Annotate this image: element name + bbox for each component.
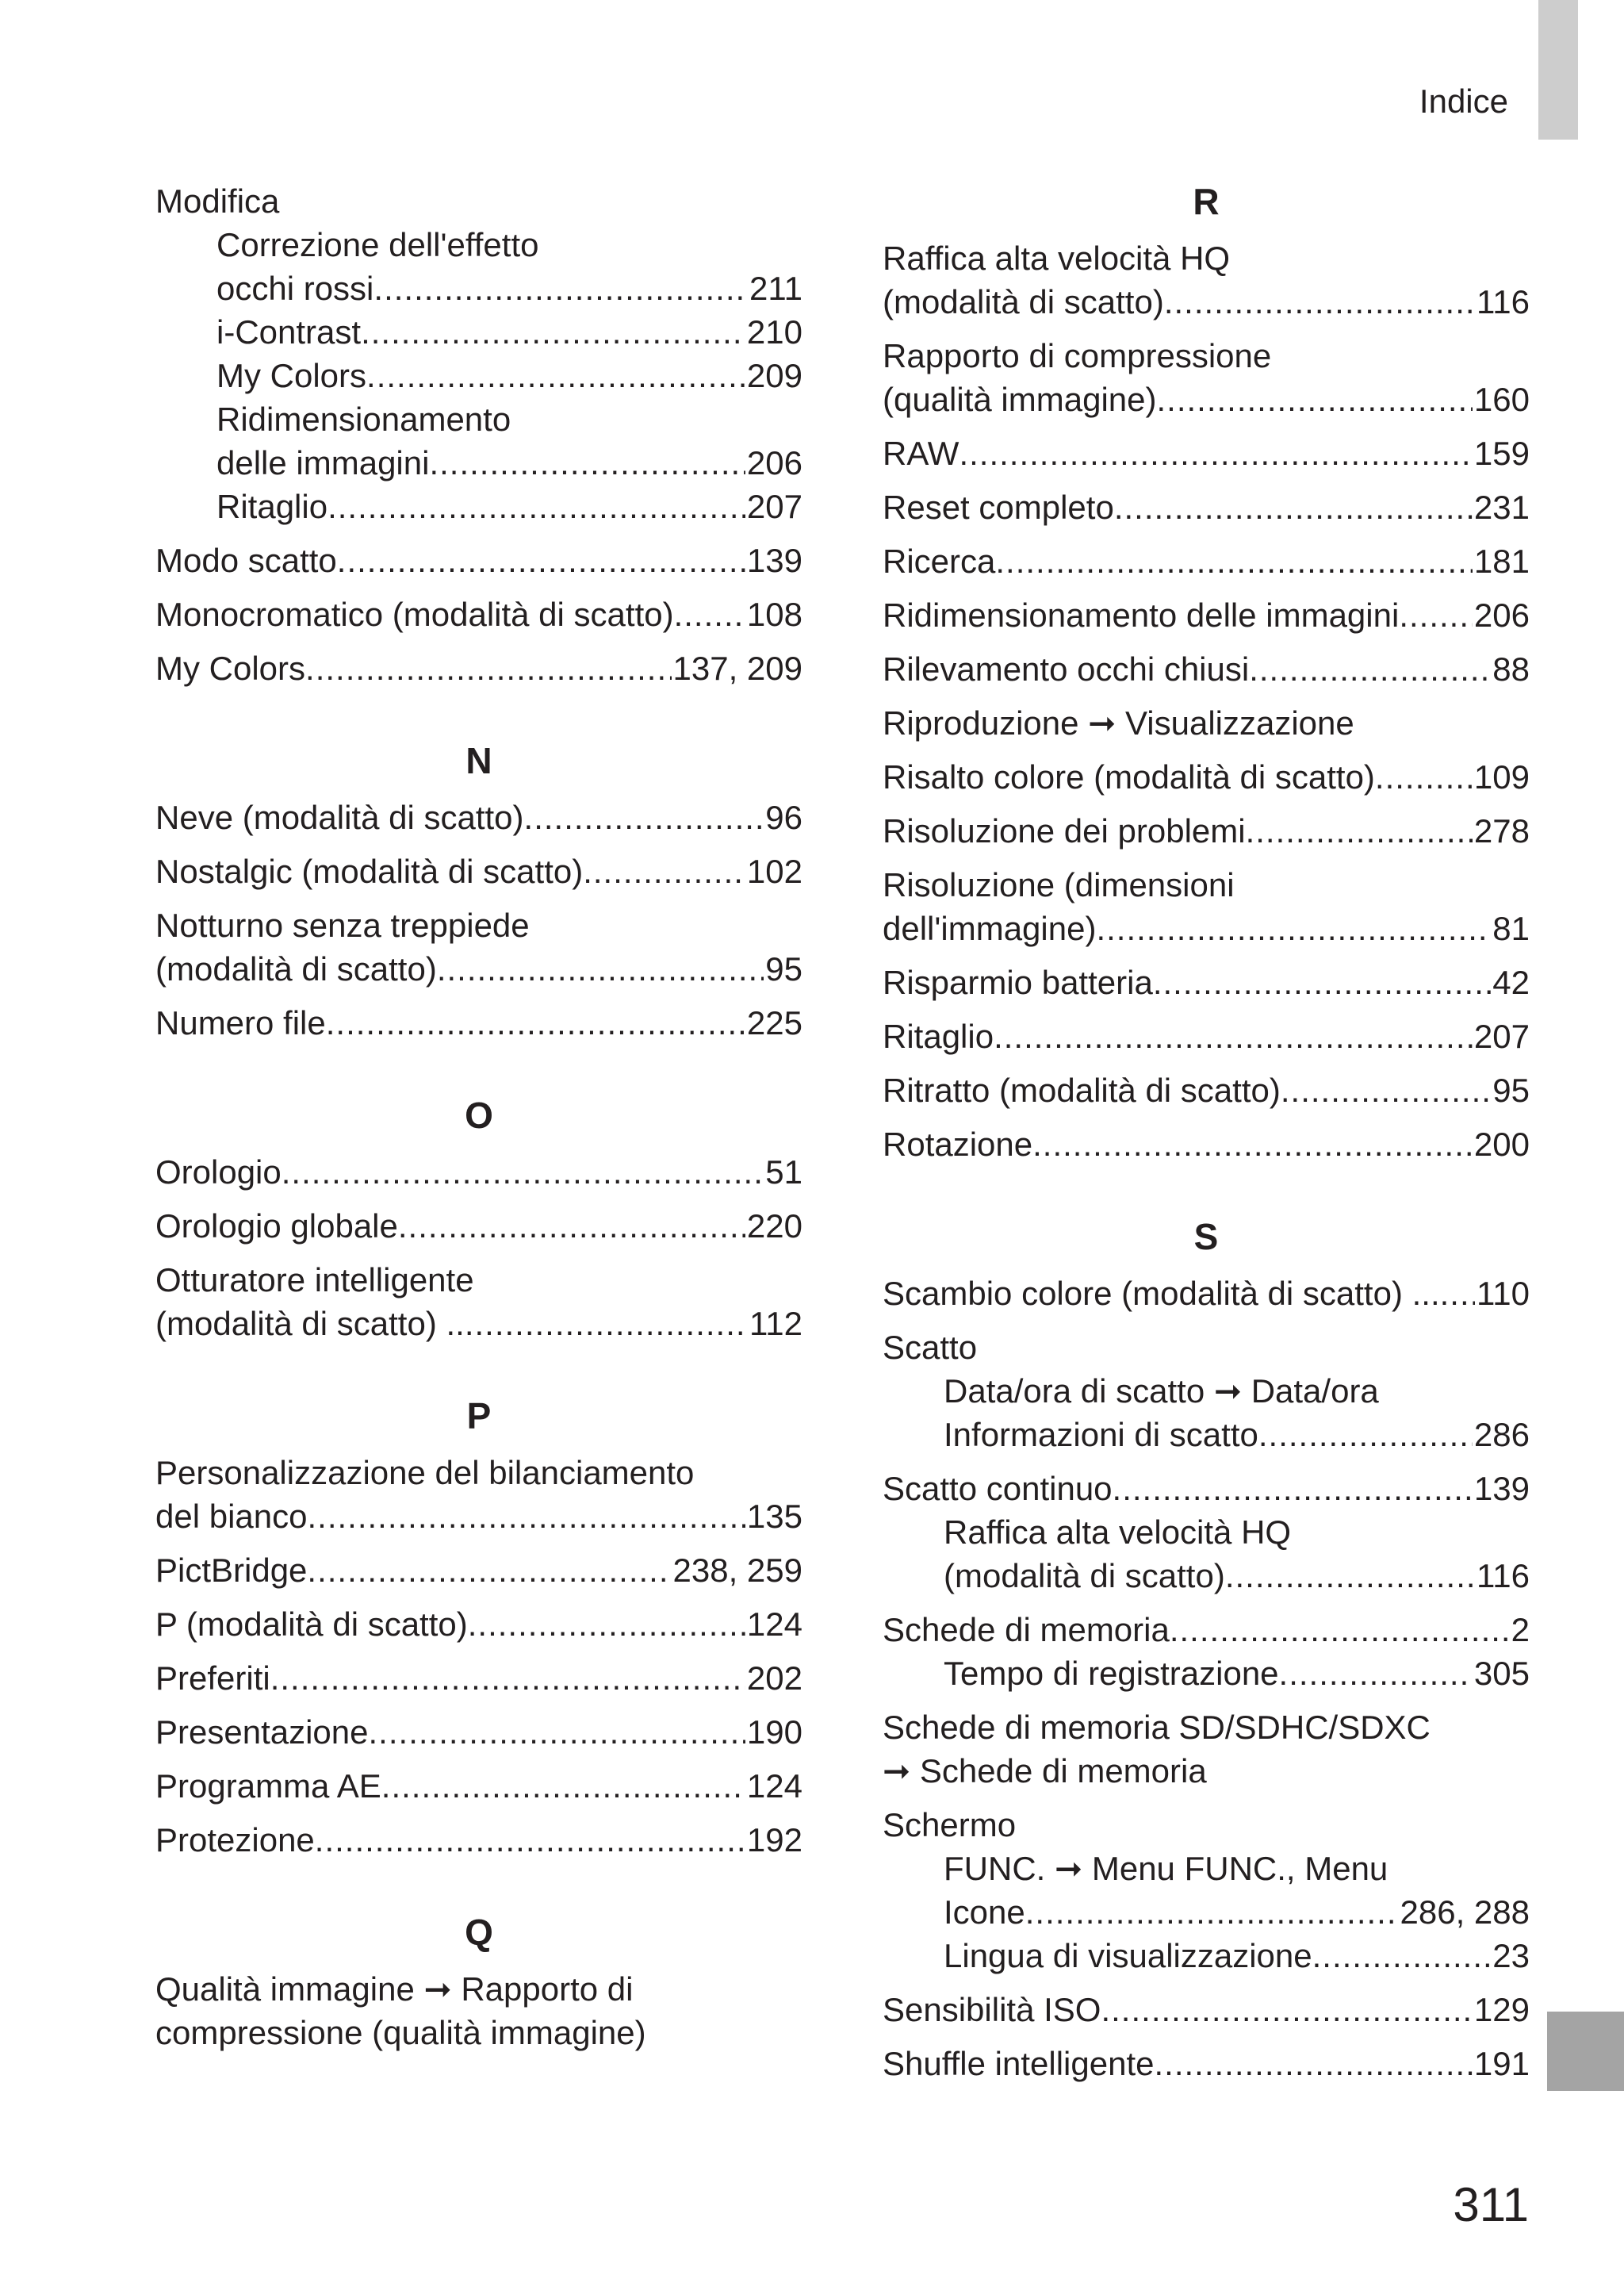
index-column-right — [883, 179, 1530, 2096]
index-entry-line — [155, 903, 802, 947]
entry-term: compressione (qualità immagine) — [155, 2014, 646, 2051]
dot-leader — [674, 593, 745, 636]
entry-term: delle immagini — [216, 444, 430, 481]
entry-term: Ritratto (modalità di scatto) — [883, 1072, 1281, 1109]
dot-leader — [1246, 809, 1473, 853]
dot-leader — [369, 1710, 745, 1754]
index-entry — [883, 1705, 1530, 1793]
index-entry — [883, 863, 1530, 950]
page-reference: 42 — [1492, 964, 1530, 1001]
dot-leader — [1032, 1122, 1473, 1166]
dot-leader — [1156, 378, 1472, 421]
index-entry-line — [155, 1451, 802, 1494]
index-entry-line — [883, 701, 1530, 745]
index-entry-line — [883, 863, 1530, 907]
index-entry — [155, 1150, 802, 1194]
index-subentry-line — [155, 441, 802, 485]
page-reference: 110 — [1477, 1275, 1530, 1312]
index-entry-line — [883, 755, 1530, 799]
entry-term: del bianco — [155, 1498, 308, 1535]
page-reference: 108 — [746, 596, 802, 633]
index-entry — [155, 903, 802, 991]
dot-leader — [429, 441, 745, 485]
entry-term: Rapporto di compressione — [883, 337, 1272, 374]
page-reference: 124 — [746, 1767, 802, 1805]
index-entry — [155, 1204, 802, 1248]
page-reference: 305 — [1473, 1655, 1530, 1692]
entry-term: Protezione — [155, 1821, 315, 1858]
dot-leader — [1164, 280, 1475, 324]
dot-leader — [381, 1764, 745, 1808]
index-entry-line — [155, 2011, 802, 2054]
entry-term: Notturno senza treppiede — [155, 907, 530, 944]
dot-leader — [361, 310, 745, 354]
page-number: 311 — [1453, 2178, 1529, 2231]
dot-leader — [1096, 907, 1491, 950]
index-entry-line — [155, 593, 802, 636]
index-entry — [155, 1451, 802, 1538]
index-entry-line — [883, 1015, 1530, 1058]
index-entry — [155, 1764, 802, 1808]
page-reference: 207 — [1473, 1018, 1530, 1055]
index-entry — [155, 1967, 802, 2054]
page-reference: 95 — [765, 950, 802, 988]
entry-term: Orologio globale — [155, 1207, 398, 1245]
entry-term: Shuffle intelligente — [883, 2045, 1155, 2082]
entry-term: Programma AE — [155, 1767, 381, 1805]
index-entry-line — [155, 646, 802, 690]
page-reference: 209 — [746, 357, 802, 394]
dot-leader — [1281, 1068, 1491, 1112]
index-entry-line — [883, 1122, 1530, 1166]
index-entry-line — [155, 1204, 802, 1248]
page-reference: 206 — [746, 444, 802, 481]
entry-term: Data/ora di scatto ➞ Data/ora — [944, 1372, 1379, 1410]
page-reference: 124 — [746, 1605, 802, 1643]
dot-leader — [373, 267, 748, 310]
index-entry-line — [155, 1302, 802, 1345]
page-reference: 137, 209 — [672, 650, 802, 687]
index-entry-line — [883, 907, 1530, 950]
index-entry-line — [883, 1068, 1530, 1112]
page-reference: 286 — [1473, 1416, 1530, 1453]
index-entry — [155, 1258, 802, 1345]
page-reference: 206 — [1473, 596, 1530, 634]
index-subentry-line — [155, 223, 802, 267]
entry-term: Rotazione — [883, 1126, 1033, 1163]
index-entry — [155, 179, 802, 528]
page-reference: 102 — [746, 853, 802, 890]
entry-term: Ridimensionamento — [216, 401, 511, 438]
index-entry-line — [155, 1967, 802, 2011]
section-letter-r: R — [1193, 181, 1220, 222]
index-entry-line — [155, 796, 802, 839]
section-thumb-index — [1547, 2012, 1624, 2091]
dot-leader — [1113, 1467, 1473, 1510]
entry-term: Risparmio batteria — [883, 964, 1153, 1001]
page-reference: 135 — [746, 1498, 802, 1535]
dot-leader — [995, 539, 1473, 583]
page-reference: 200 — [1473, 1126, 1530, 1163]
entry-term: Schede di memoria SD/SDHC/SDXC — [883, 1709, 1431, 1746]
index-entry-line — [155, 1764, 802, 1808]
index-entry — [883, 755, 1530, 799]
dot-leader — [1154, 2042, 1472, 2085]
page-reference: 192 — [746, 1821, 802, 1858]
dot-leader — [1225, 1554, 1475, 1598]
index-entry-line — [155, 1494, 802, 1538]
entry-term: My Colors — [216, 357, 367, 394]
index-entry — [883, 961, 1530, 1004]
index-subentry-line — [883, 1413, 1530, 1456]
index-entry — [883, 2042, 1530, 2085]
index-entry-line — [155, 539, 802, 582]
entry-term: (modalità di scatto) .. — [155, 1305, 465, 1342]
entry-term: dell'immagine) — [883, 910, 1097, 947]
index-entry — [155, 1656, 802, 1700]
page-reference: 238, 259 — [672, 1552, 802, 1589]
index-entry — [883, 1068, 1530, 1112]
entry-term: Orologio — [155, 1153, 282, 1191]
index-entry-line — [155, 850, 802, 893]
index-entry-line — [883, 593, 1530, 637]
entry-term: Scambio colore (modalità di scatto) ... — [883, 1275, 1440, 1312]
index-entry — [883, 1325, 1530, 1456]
index-entry-line — [883, 1749, 1530, 1793]
index-subentry-line — [883, 1847, 1530, 1890]
index-entry-line — [155, 1258, 802, 1302]
dot-leader — [1114, 485, 1473, 529]
page-reference: 139 — [746, 542, 802, 579]
index-entry-line — [883, 1608, 1530, 1651]
dot-leader — [1399, 593, 1473, 637]
page-reference: 191 — [1473, 2045, 1530, 2082]
section-letter-n: N — [465, 740, 492, 781]
index-subentry-line — [883, 1651, 1530, 1695]
index-subentry-line — [883, 1369, 1530, 1413]
index-entry-line — [883, 485, 1530, 529]
page-reference: 51 — [765, 1153, 802, 1191]
section-spacer — [155, 1872, 802, 1910]
page-reference: 225 — [746, 1004, 802, 1041]
entry-term: Modo scatto — [155, 542, 337, 579]
entry-term: Qualità immagine ➞ Rapporto di — [155, 1970, 634, 2008]
index-entry-line — [155, 1001, 802, 1045]
index-entry-line — [883, 2042, 1530, 2085]
entry-term: Lingua di visualizzazione — [944, 1937, 1312, 1974]
dot-leader — [468, 1602, 745, 1646]
index-entry-line — [155, 179, 802, 223]
page-reference: 112 — [749, 1305, 802, 1342]
dot-leader — [1025, 1890, 1399, 1934]
entry-term: occhi rossi — [216, 270, 374, 307]
section-letter-s: S — [1193, 1216, 1219, 1257]
index-entry-line — [883, 961, 1530, 1004]
section-letter-q: Q — [465, 1912, 493, 1953]
entry-term: Schede di memoria — [883, 1611, 1170, 1648]
index-entry-line — [883, 1325, 1530, 1369]
dot-leader — [1279, 1651, 1473, 1695]
page-reference: 139 — [1473, 1470, 1530, 1507]
page-reference: 211 — [749, 270, 802, 307]
page-reference: 207 — [746, 488, 802, 525]
index-entry-line — [155, 1150, 802, 1194]
entry-term: Ridimensionamento delle immagini — [883, 596, 1400, 634]
index-entry — [883, 1988, 1530, 2031]
index-entry — [155, 796, 802, 839]
page-reference: 160 — [1473, 381, 1530, 418]
entry-term: P (modalità di scatto) — [155, 1605, 468, 1643]
dot-leader — [307, 1548, 671, 1592]
entry-term: Presentazione — [155, 1713, 369, 1751]
dot-leader — [1249, 647, 1491, 691]
dot-leader — [366, 354, 745, 397]
index-entry — [155, 593, 802, 636]
dot-leader — [326, 1001, 745, 1045]
index-entry — [883, 593, 1530, 637]
index-subentry-line — [155, 397, 802, 441]
index-entry-line — [883, 378, 1530, 421]
dot-leader — [307, 1494, 745, 1538]
entry-term: Informazioni di scatto — [944, 1416, 1258, 1453]
index-subentry-line — [155, 310, 802, 354]
entry-term: Monocromatico (modalità di scatto) — [155, 596, 674, 633]
index-entry — [883, 236, 1530, 324]
page-reference: 220 — [746, 1207, 802, 1245]
dot-leader — [337, 539, 745, 582]
entry-term: Sensibilità ISO — [883, 1991, 1101, 2028]
dot-leader — [959, 432, 1472, 475]
entry-term: Schermo — [883, 1806, 1017, 1843]
dot-leader — [315, 1818, 745, 1862]
dot-leader — [994, 1015, 1473, 1058]
dot-leader — [524, 796, 764, 839]
page-reference: 2 — [1511, 1611, 1530, 1648]
index-entry — [155, 539, 802, 582]
index-entry — [155, 1818, 802, 1862]
index-entry — [883, 1803, 1530, 1977]
entry-term: ➞ Schede di memoria — [883, 1752, 1207, 1789]
index-subentry-line — [883, 1554, 1530, 1598]
index-entry — [883, 432, 1530, 475]
dot-leader — [1170, 1608, 1510, 1651]
entry-term: Neve (modalità di scatto) — [155, 799, 524, 836]
page-reference: 159 — [1473, 435, 1530, 472]
page-reference: 278 — [1473, 812, 1530, 850]
index-entry-line — [155, 1710, 802, 1754]
entry-term: Icone — [944, 1893, 1025, 1931]
dot-leader — [282, 1150, 764, 1194]
section-spacer — [883, 1176, 1530, 1214]
dot-leader — [465, 1302, 748, 1345]
entry-term: Nostalgic (modalità di scatto) — [155, 853, 584, 890]
entry-term: PictBridge — [155, 1552, 308, 1589]
index-entry-line — [883, 1988, 1530, 2031]
entry-term: Modifica — [155, 182, 280, 220]
index-entry-line — [883, 334, 1530, 378]
index-subentry-line — [883, 1510, 1530, 1554]
page-reference: 81 — [1492, 910, 1530, 947]
index-subentry-line — [155, 267, 802, 310]
page-reference: 210 — [746, 313, 802, 351]
entry-term: Tempo di registrazione — [944, 1655, 1279, 1692]
index-entry — [155, 1602, 802, 1646]
dot-leader — [1101, 1988, 1472, 2031]
index-entry — [883, 1608, 1530, 1695]
index-entry — [883, 1272, 1530, 1315]
index-entry-line — [155, 1656, 802, 1700]
index-entry — [155, 1548, 802, 1592]
index-entry-line — [155, 1818, 802, 1862]
section-tab-marker — [1538, 0, 1578, 140]
index-entry-line — [883, 236, 1530, 280]
index-entry — [883, 647, 1530, 691]
entry-term: Raffica alta velocità HQ — [883, 240, 1231, 277]
entry-term: RAW — [883, 435, 959, 472]
entry-term: Rilevamento occhi chiusi — [883, 650, 1250, 688]
entry-term: Preferiti — [155, 1659, 270, 1697]
index-entry-line — [155, 1602, 802, 1646]
entry-term: Ritaglio — [216, 488, 328, 525]
index-subentry-line — [155, 354, 802, 397]
dot-leader — [1312, 1934, 1492, 1977]
index-entry-line — [883, 1272, 1530, 1315]
index-entry-line — [883, 539, 1530, 583]
index-entry — [883, 1015, 1530, 1058]
section-spacer — [155, 1356, 802, 1394]
dot-leader — [398, 1204, 745, 1248]
page-reference: 95 — [1492, 1072, 1530, 1109]
index-entry-line — [883, 809, 1530, 853]
page-reference: 109 — [1473, 758, 1530, 796]
entry-term: Riproduzione ➞ Visualizzazione — [883, 704, 1354, 742]
index-entry-line — [883, 1803, 1530, 1847]
entry-term: Numero file — [155, 1004, 326, 1041]
dot-leader — [1153, 961, 1491, 1004]
entry-term: Scatto continuo — [883, 1470, 1113, 1507]
page-reference: 23 — [1492, 1937, 1530, 1974]
index-entry-line — [883, 1467, 1530, 1510]
entry-term: Otturatore intelligente — [155, 1261, 474, 1298]
index-entry — [883, 485, 1530, 529]
entry-term: Risalto colore (modalità di scatto) — [883, 758, 1375, 796]
entry-term: FUNC. ➞ Menu FUNC., Menu — [944, 1850, 1388, 1887]
index-column-left — [155, 179, 802, 2065]
index-entry-line — [883, 647, 1530, 691]
dot-leader — [437, 947, 764, 991]
entry-term: Raffica alta velocità HQ — [944, 1513, 1292, 1551]
index-entry — [155, 1001, 802, 1045]
index-entry — [883, 809, 1530, 853]
dot-leader — [270, 1656, 745, 1700]
entry-term: Ritaglio — [883, 1018, 994, 1055]
entry-term: Correzione dell'effetto — [216, 226, 539, 263]
page-reference: 286, 288 — [1400, 1893, 1530, 1931]
entry-term: Risoluzione (dimensioni — [883, 866, 1235, 903]
index-entry — [155, 646, 802, 690]
page-reference: 88 — [1492, 650, 1530, 688]
dot-leader — [1440, 1272, 1475, 1315]
dot-leader — [1375, 755, 1473, 799]
index-entry-line — [883, 432, 1530, 475]
entry-term: Risoluzione dei problemi — [883, 812, 1246, 850]
entry-term: Reset completo — [883, 489, 1114, 526]
index-entry — [155, 850, 802, 893]
page-reference: 181 — [1473, 543, 1530, 580]
index-entry-line — [155, 947, 802, 991]
section-spacer — [155, 700, 802, 738]
section-spacer — [155, 1055, 802, 1093]
index-subentry-line — [883, 1890, 1530, 1934]
index-entry — [883, 1122, 1530, 1166]
index-entry — [883, 334, 1530, 421]
entry-term: Ricerca — [883, 543, 996, 580]
page-reference: 116 — [1477, 283, 1530, 320]
page-reference: 116 — [1477, 1557, 1530, 1594]
entry-term: My Colors — [155, 650, 306, 687]
dot-leader — [1258, 1413, 1473, 1456]
index-subentry-line — [883, 1934, 1530, 1977]
index-entry-line — [883, 1705, 1530, 1749]
page-reference: 202 — [746, 1659, 802, 1697]
entry-term: (qualità immagine) — [883, 381, 1157, 418]
entry-term: Personalizzazione del bilanciamento — [155, 1454, 695, 1491]
section-letter-p: P — [466, 1395, 492, 1437]
page-reference: 190 — [746, 1713, 802, 1751]
dot-leader — [583, 850, 745, 893]
entry-term: (modalità di scatto) — [155, 950, 437, 988]
entry-term: (modalità di scatto) — [944, 1557, 1225, 1594]
entry-term: (modalità di scatto) — [883, 283, 1164, 320]
index-subentry-line — [155, 485, 802, 528]
page-title: Indice — [1419, 82, 1508, 120]
index-entry — [883, 701, 1530, 745]
index-entry — [883, 539, 1530, 583]
index-entry-line — [155, 1548, 802, 1592]
entry-term: Scatto — [883, 1329, 978, 1366]
index-entry-line — [883, 280, 1530, 324]
section-letter-o: O — [465, 1095, 493, 1136]
page-reference: 96 — [765, 799, 802, 836]
index-entry — [155, 1710, 802, 1754]
dot-leader — [327, 485, 745, 528]
index-entry — [883, 1467, 1530, 1598]
entry-term: i-Contrast — [216, 313, 362, 351]
page-reference: 129 — [1473, 1991, 1530, 2028]
dot-leader — [305, 646, 671, 690]
page-reference: 231 — [1473, 489, 1530, 526]
